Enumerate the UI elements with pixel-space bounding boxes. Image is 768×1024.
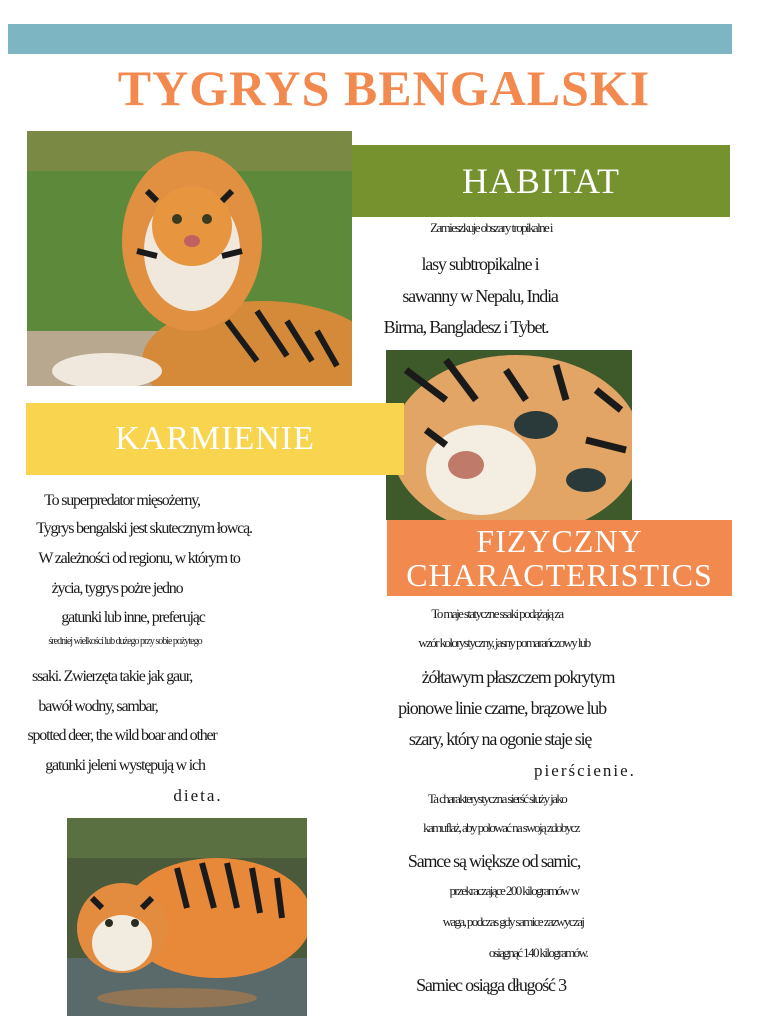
karmienie-heading: KARMIENIE: [115, 420, 315, 457]
karmienie-text-line: ssaki. Zwierzęta takie jak gaur,: [32, 668, 192, 685]
fizyczny-text-line: przekraczające 200 kilogramów w: [449, 883, 579, 898]
karmienie-text-line: średniej wielkości lub dużego przy sobie pożytego: [48, 636, 202, 647]
fizyczny-text-line: pierścienie.: [534, 761, 636, 780]
fizyczny-text-line: szary, który na ogonie staje się: [408, 729, 592, 749]
habitat-heading: HABITAT: [461, 161, 621, 201]
top-bar: [8, 24, 732, 54]
fizyczny-text-line: Samiec osiąga długość 3: [416, 975, 566, 995]
habitat-text-line: Zamieszkuje obszary tropikalne i: [430, 220, 552, 235]
habitat-text-line: Birma, Bangladesz i Tybet.: [383, 317, 549, 337]
fizyczny-text-line: kamuflaż, aby polować na swoją zdobycz: [423, 820, 579, 835]
habitat-text-line: sawanny w Nepalu, India: [402, 286, 558, 306]
tiger-water-photo: [67, 818, 307, 1016]
page-title: TYGRYS BENGALSKI: [117, 60, 651, 116]
karmienie-text-line: bawół wodny, sambar,: [38, 698, 158, 715]
fizyczny-text-line: pionowe linie czarne, brązowe lub: [398, 698, 606, 718]
fizyczny-text-line: osiągnąć 140 kilogramów.: [488, 945, 588, 960]
tiger-face-photo: [386, 350, 632, 520]
karmienie-text-line: Tygrys bengalski jest skutecznym łowcą.: [36, 520, 252, 537]
fizyczny-banner: [387, 520, 732, 596]
fizyczny-text-line: To maje statyczne ssaki podążają za: [431, 606, 563, 621]
karmienie-text-line: gatunki lub inne, preferując: [61, 609, 205, 626]
karmienie-text-line: dieta.: [173, 786, 223, 805]
fizyczny-text-line: Samce są większe od samic,: [407, 851, 581, 871]
habitat-banner: [352, 145, 730, 217]
fizyczny-text-line: wzór kolorystyczny, jasny pomarańczowy lub: [418, 635, 590, 650]
habitat-text-line: lasy subtropikalne i: [421, 254, 539, 274]
karmienie-text-line: życia, tygrys pożre jedno: [51, 580, 183, 597]
fizyczny-text-line: Ta charakterystyczna sierść służy jako: [427, 791, 567, 806]
karmienie-text-line: To superpredator mięsożerny,: [44, 492, 200, 509]
karmienie-banner: [26, 403, 404, 475]
karmienie-text-line: W zależności od regionu, w którym to: [38, 550, 240, 567]
karmienie-text-line: gatunki jeleni występują w ich: [45, 757, 205, 774]
fizyczny-heading-line1: FIZYCZNY: [476, 523, 643, 559]
tiger-photo: [27, 131, 352, 386]
fizyczny-text-line: waga, podczas gdy samice zazwyczaj: [442, 914, 584, 929]
karmienie-text-line: spotted deer, the wild boar and other: [27, 727, 217, 744]
fizyczny-heading-line2: CHARACTERISTICS: [406, 557, 713, 593]
fizyczny-text-line: żółtawym płaszczem pokrytym: [421, 667, 615, 687]
